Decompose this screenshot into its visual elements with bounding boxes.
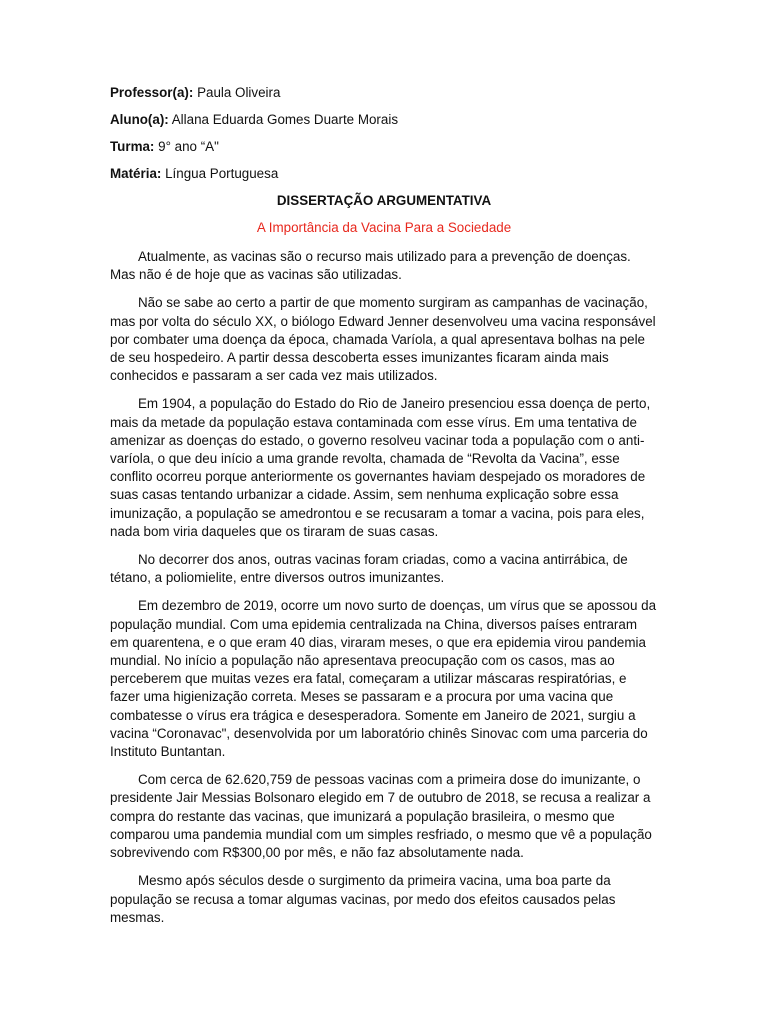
student-line xyxy=(110,111,658,129)
paragraph: Mesmo após séculos desde o surgimento da primeira vacina, uma boa parte da população se recusa a tomar algumas vacinas, por medo dos efeitos causados pelas mesmas. xyxy=(110,873,616,925)
student-name: Allana Eduarda Gomes Duarte Morais xyxy=(171,112,399,127)
paragraph: Em 1904, a população do Estado do Rio de Janeiro presenciou essa doença de perto, mais da metade da população estava contaminada com esse vírus. Em uma tentativa de amenizar as doenças do estado, o governo resolveu vacinar toda a população com o anti-varíola, o que deu início a uma grande revolta, chamada de “Revolta da Vacina”, esse conflito ocorreu porque anteriormente os governantes haviam despejado os moradores de suas casas tentando urbanizar a cidade. Assim, sem nenhuma explicação sobre essa imunização, a população se amedrontou e se recusaram a tomar a vacina, pois para eles, nada bom viria daqueles que os tiraram de suas casas. xyxy=(110,396,651,539)
paragraph: Não se sabe ao certo a partir de que momento surgiram as campanhas de vacinação, mas por volta do século XX, o biólogo Edward Jenner desenvolveu uma vacina responsável por combater uma doença da época, chamada Varíola, a qual apresentava bolhas na pele de seu hospedeiro. A partir dessa descoberta esses imunizantes ficaram ainda mais conhecidos e passaram a ser cada vez mais utilizados. xyxy=(110,295,656,384)
professor-line xyxy=(110,84,658,102)
paragraph: Em dezembro de 2019, ocorre um novo surto de doenças, um vírus que se apossou da população mundial. Com uma epidemia centralizada na China, diversos países entraram em quarentena, e o que eram 40 dias, viraram meses, o que era epidemia virou pandemia mundial. No início a população não apresentava preocupação com os casos, mas ao perceberem que muitas vezes era fatal, começaram a utilizar máscaras respiratórias, e fazer uma higienização correta. Meses se passaram e a procura por uma vacina que combatesse o vírus era trágica e desesperadora. Somente em Janeiro de 2021, surgiu a vacina “Coronavac", desenvolvida por um laboratório chinês Sinovac com uma parceria do Instituto Buntantan. xyxy=(110,598,657,760)
subject-value: Língua Portuguesa xyxy=(165,166,279,181)
paragraph: No decorrer dos anos, outras vacinas foram criadas, como a vacina antirrábica, de tétano, a poliomielite, entre diversos outros imunizantes. xyxy=(110,552,628,586)
subject-line xyxy=(110,165,658,183)
class-line xyxy=(110,138,658,156)
class-value: 9° ano “A" xyxy=(158,139,219,154)
student-label: Aluno(a): xyxy=(110,112,169,127)
paragraph: Atualmente, as vacinas são o recurso mais utilizado para a prevenção de doenças. Mas não é de hoje que as vacinas são utilizadas. xyxy=(110,249,631,283)
paragraph: Com cerca de 62.620,759 de pessoas vacinas com a primeira dose do imunizante, o presidente Jair Messias Bolsonaro elegido em 7 de outubro de 2018, se recusa a realizar a compra do restante das vacinas, que imunizará a população brasileira, o mesmo que comparou uma pandemia mundial com um simples resfriado, o mesmo que vê a população sobrevivendo com R$300,00 por mês, e não faz absolutamente nada. xyxy=(110,772,652,861)
document-title: A Importância da Vacina Para a Sociedade xyxy=(256,220,512,235)
subject-label: Matéria: xyxy=(110,166,162,181)
document-page xyxy=(110,84,658,937)
document-type-heading: DISSERTAÇÃO ARGUMENTATIVA xyxy=(276,193,492,208)
professor-label: Professor(a): xyxy=(110,85,194,100)
class-label: Turma: xyxy=(110,139,155,154)
professor-name: Paula Oliveira xyxy=(197,85,281,100)
